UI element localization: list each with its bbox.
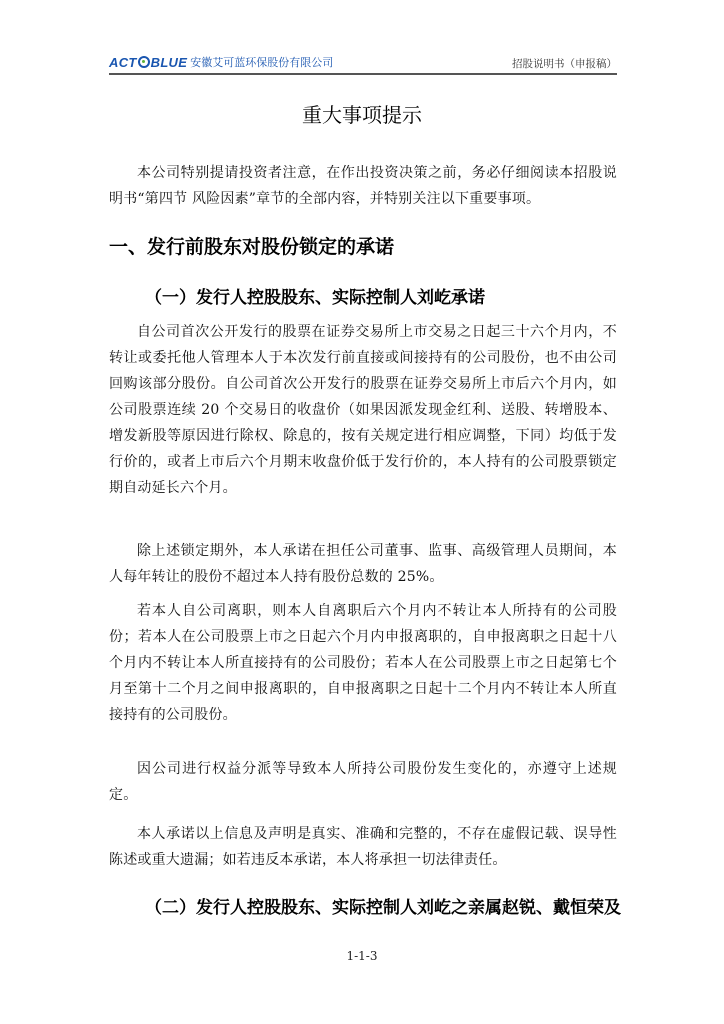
body-paragraph: 因公司进行权益分派等导致本人所持公司股份发生变化的，亦遵守上述规定。 — [109, 761, 617, 803]
header-divider — [109, 73, 617, 75]
body-paragraph: 本人承诺以上信息及声明是真实、准确和完整的，不存在虚假记载、误导性陈述或重大遗漏；如若违反本承诺，本人将承担一切法律责任。 — [109, 826, 617, 868]
company-name: 安徽艾可蓝环保股份有限公司 — [190, 56, 334, 69]
page-title: 重大事项提示 — [302, 103, 422, 127]
body-paragraph: 除上述锁定期外，本人承诺在担任公司董事、监事、高级管理人员期间，本人每年转让的股份不超过本人持有股份总数的 25%。 — [109, 543, 617, 585]
page-header — [109, 52, 617, 72]
logo-text-left: ACT — [109, 54, 137, 70]
company-logo — [109, 54, 333, 70]
subsection-heading: （一）发行人控股股东、实际控制人刘屹承诺 — [145, 288, 485, 308]
document-name: 招股说明书（申报稿） — [512, 58, 617, 70]
body-paragraph: 若本人自公司离职，则本人自离职后六个月内不转让本人所持有的公司股份；若本人在公司股票上市之日起六个月内申报离职的，自申报离职之日起十八个月内不转让本人所直接持有的公司股份；若本人在公司股票上市之日起第七个月至第十二个月之间申报离职的，自申报离职之日起十二个月内不转让本人所直接持有的公司股份。 — [109, 603, 617, 723]
page-number: 1-1-3 — [346, 949, 378, 963]
subsection-heading: （二）发行人控股股东、实际控制人刘屹之亲属赵锐、戴恒荣及 — [145, 898, 621, 918]
logo-circle-icon — [138, 56, 150, 68]
logo-text-right: BLUE — [150, 54, 188, 70]
body-paragraph: 自公司首次公开发行的股票在证券交易所上市交易之日起三十六个月内，不转让或委托他人管理本人于本次发行前直接或间接持有的公司股份，也不由公司回购该部分股份。自公司首次公开发行的股票在证券交易所上市后六个月内，如公司股票连续 20 个交易日的收盘价（如果因派发现金红利、送股、转增股本、增发新股等原因进行除权、除息的，按有关规定进行相应调整，下同）均低于发行价的，或者上市后六个月期末收盘价低于发行价的，本人持有的公司股票锁定期自动延长六个月。 — [109, 324, 617, 496]
section-heading: 一、发行前股东对股份锁定的承诺 — [109, 236, 395, 258]
intro-paragraph: 本公司特别提请投资者注意，在作出投资决策之前，务必仔细阅读本招股说明书“第四节 风险因素”章节的全部内容，并特别关注以下重要事项。 — [109, 165, 617, 207]
